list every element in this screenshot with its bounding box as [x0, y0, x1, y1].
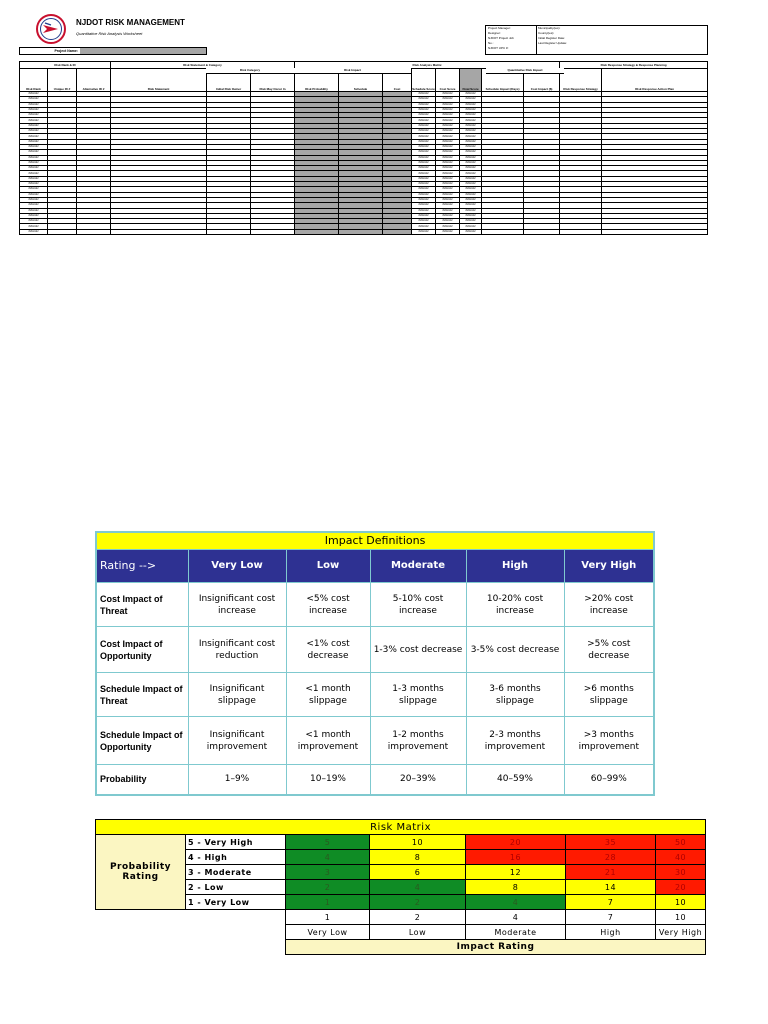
matrix-cell: 2	[370, 895, 466, 910]
table-cell[interactable]: #VALUE!	[412, 107, 436, 112]
impact-cell: 1–9%	[188, 765, 286, 795]
table-cell[interactable]: #VALUE!	[20, 203, 48, 208]
table-cell[interactable]: #VALUE!	[460, 213, 482, 218]
risk-matrix	[95, 819, 705, 955]
probability-level-label: 2 - Low	[186, 880, 286, 895]
column-header: Schedule	[339, 69, 383, 92]
column-header: Cost	[383, 69, 412, 92]
table-cell[interactable]: #VALUE!	[412, 97, 436, 102]
project-name-row	[19, 47, 207, 55]
table-cell[interactable]: #VALUE!	[20, 139, 48, 144]
impact-row	[96, 627, 654, 673]
probability-level-label: 3 - Moderate	[186, 865, 286, 880]
table-cell[interactable]: #VALUE!	[20, 187, 48, 192]
table-cell[interactable]: #VALUE!	[20, 160, 48, 165]
table-cell[interactable]: #VALUE!	[460, 134, 482, 139]
table-cell[interactable]: #VALUE!	[460, 192, 482, 197]
table-cell[interactable]: #VALUE!	[436, 229, 460, 234]
column-header: Cost Impact ($)	[524, 69, 560, 92]
table-cell[interactable]: #VALUE!	[436, 208, 460, 213]
impact-cell: >20% cost increase	[564, 583, 654, 627]
matrix-cell: 5	[286, 835, 370, 850]
table-cell[interactable]: #VALUE!	[460, 229, 482, 234]
org-title: NJDOT RISK MANAGEMENT	[76, 18, 185, 27]
table-cell[interactable]: #VALUE!	[20, 129, 48, 134]
risk-worksheet	[19, 61, 707, 235]
table-cell[interactable]: #VALUE!	[460, 113, 482, 118]
table-cell[interactable]: #VALUE!	[460, 224, 482, 229]
impact-cell: Insignificant improvement	[188, 717, 286, 765]
table-cell[interactable]: #VALUE!	[436, 118, 460, 123]
table-cell[interactable]	[383, 229, 412, 234]
matrix-cell: 30	[656, 865, 706, 880]
table-cell[interactable]: #VALUE!	[412, 102, 436, 107]
matrix-cell: 14	[566, 880, 656, 895]
table-cell[interactable]	[207, 229, 251, 234]
impact-cell: Insignificant cost reduction	[188, 627, 286, 673]
impact-name: Very Low	[286, 925, 370, 940]
impact-cell: >3 months improvement	[564, 717, 654, 765]
table-cell[interactable]: #VALUE!	[436, 134, 460, 139]
column-header: Risk Response Strategy	[560, 69, 602, 92]
table-cell[interactable]: #VALUE!	[20, 176, 48, 181]
probability-rating-label: Probability Rating	[96, 835, 186, 910]
risk-category-label: Risk Category	[206, 68, 294, 74]
group-risk-analysis: Risk Analysis Matrix	[295, 62, 560, 69]
worksheet-subtitle: Quantitative Risk Analysis Worksheet	[76, 31, 143, 36]
table-cell[interactable]	[251, 229, 295, 234]
column-header: Risk Probability	[295, 69, 339, 92]
info-right-labels	[538, 26, 567, 46]
table-cell[interactable]: #VALUE!	[460, 129, 482, 134]
info-label: NJDOT Project Job	[488, 36, 514, 40]
info-label: Municipality(ies):	[538, 26, 561, 30]
table-cell[interactable]: #VALUE!	[436, 102, 460, 107]
impact-number: 10	[656, 910, 706, 925]
impact-cell: 1-3% cost decrease	[370, 627, 466, 673]
matrix-cell: 35	[566, 835, 656, 850]
table-cell[interactable]: #VALUE!	[20, 219, 48, 224]
probability-level-label: 5 - Very High	[186, 835, 286, 850]
table-cell[interactable]: #VALUE!	[412, 139, 436, 144]
table-cell[interactable]: #VALUE!	[20, 107, 48, 112]
table-cell[interactable]	[482, 229, 524, 234]
impact-number: 2	[370, 910, 466, 925]
impact-cell: Insignificant cost increase	[188, 583, 286, 627]
table-cell[interactable]: #VALUE!	[436, 160, 460, 165]
matrix-cell: 1	[286, 895, 370, 910]
table-cell[interactable]: #VALUE!	[20, 113, 48, 118]
table-cell[interactable]: #VALUE!	[460, 203, 482, 208]
info-label: Designer:	[488, 31, 501, 35]
table-cell[interactable]: #VALUE!	[412, 144, 436, 149]
matrix-cell: 6	[370, 865, 466, 880]
info-label: Initial Register Date:	[538, 36, 566, 40]
matrix-cell: 40	[656, 850, 706, 865]
table-cell[interactable]: #VALUE!	[412, 150, 436, 155]
matrix-cell: 21	[566, 865, 656, 880]
table-cell[interactable]: #VALUE!	[20, 213, 48, 218]
impact-number: 4	[466, 910, 566, 925]
table-cell[interactable]: #VALUE!	[412, 187, 436, 192]
table-cell[interactable]: #VALUE!	[20, 118, 48, 123]
table-cell[interactable]: #VALUE!	[436, 187, 460, 192]
table-cell[interactable]	[524, 229, 560, 234]
matrix-row	[96, 850, 706, 865]
impact-cell: 1-2 months improvement	[370, 717, 466, 765]
table-cell[interactable]: #VALUE!	[436, 219, 460, 224]
table-cell[interactable]: #VALUE!	[412, 113, 436, 118]
project-info-box	[485, 25, 708, 55]
table-cell[interactable]	[560, 229, 602, 234]
impact-row-label: Schedule Impact of Opportunity	[96, 717, 188, 765]
impact-cell: 3-6 months slippage	[466, 673, 564, 717]
table-cell[interactable]: #VALUE!	[436, 113, 460, 118]
table-cell[interactable]: #VALUE!	[412, 92, 436, 97]
table-cell[interactable]: #VALUE!	[20, 155, 48, 160]
impact-level-header: Very Low	[188, 550, 286, 583]
matrix-cell: 12	[466, 865, 566, 880]
matrix-cell: 10	[370, 835, 466, 850]
table-cell[interactable]: #VALUE!	[460, 150, 482, 155]
table-cell[interactable]: #VALUE!	[20, 197, 48, 202]
table-cell[interactable]: #VALUE!	[460, 171, 482, 176]
table-cell[interactable]: #VALUE!	[460, 97, 482, 102]
column-header: Risk Response Action Plan	[602, 69, 708, 92]
probability-level-label: 1 - Very Low	[186, 895, 286, 910]
table-cell[interactable]: #VALUE!	[460, 102, 482, 107]
impact-rating-row	[96, 940, 706, 955]
group-risk-response: Risk Response Strategy & Response Planning	[560, 62, 708, 69]
table-cell[interactable]: #VALUE!	[436, 144, 460, 149]
table-cell[interactable]: #VALUE!	[460, 118, 482, 123]
matrix-cell: 8	[466, 880, 566, 895]
table-cell[interactable]: #VALUE!	[460, 92, 482, 97]
table-cell[interactable]: #VALUE!	[412, 182, 436, 187]
impact-cell: 10–19%	[286, 765, 370, 795]
table-cell[interactable]: #VALUE!	[20, 229, 48, 234]
matrix-cell: 3	[286, 865, 370, 880]
impact-rating-label: Impact Rating	[286, 940, 706, 955]
table-cell[interactable]: #VALUE!	[460, 155, 482, 160]
table-cell[interactable]: #VALUE!	[460, 182, 482, 187]
column-header: Alternative ID #	[77, 69, 111, 92]
probability-level-label: 4 - High	[186, 850, 286, 865]
rating-label: Rating -->	[96, 550, 188, 583]
table-cell[interactable]	[111, 229, 207, 234]
table-cell[interactable]: #VALUE!	[412, 192, 436, 197]
matrix-row	[96, 865, 706, 880]
matrix-cell: 16	[466, 850, 566, 865]
impact-cell: 2-3 months improvement	[466, 717, 564, 765]
table-cell[interactable]: #VALUE!	[436, 213, 460, 218]
table-cell[interactable]: #VALUE!	[412, 208, 436, 213]
table-cell[interactable]: #VALUE!	[460, 139, 482, 144]
project-name-label: Project Name:	[54, 49, 78, 53]
table-cell[interactable]: #VALUE!	[412, 134, 436, 139]
table-cell[interactable]: #VALUE!	[436, 155, 460, 160]
table-cell[interactable]: #VALUE!	[412, 155, 436, 160]
impact-cell: 40–59%	[466, 765, 564, 795]
table-cell[interactable]: #VALUE!	[436, 166, 460, 171]
group-risk-statement: Risk Statement & Category	[111, 62, 295, 69]
impact-definitions	[95, 531, 653, 796]
table-cell[interactable]: #VALUE!	[20, 134, 48, 139]
risk-impact-label: Risk Impact	[294, 68, 411, 74]
group-risk-rank: Risk Rank & ID	[20, 62, 111, 69]
column-header: Schedule Impact (Days)	[482, 69, 524, 92]
impact-name: Very High	[656, 925, 706, 940]
impact-row	[96, 583, 654, 627]
table-cell[interactable]: #VALUE!	[20, 182, 48, 187]
table-cell[interactable]	[602, 229, 708, 234]
table-cell[interactable]: #VALUE!	[460, 123, 482, 128]
impact-name: Moderate	[466, 925, 566, 940]
table-cell[interactable]: #VALUE!	[436, 197, 460, 202]
column-header: Schedule Score	[412, 69, 436, 92]
column-header: Risk Statement	[111, 69, 207, 92]
table-cell[interactable]: #VALUE!	[460, 160, 482, 165]
table-cell[interactable]: #VALUE!	[412, 171, 436, 176]
impact-row	[96, 717, 654, 765]
table-cell[interactable]	[339, 229, 383, 234]
matrix-cell: 7	[566, 895, 656, 910]
table-cell[interactable]: #VALUE!	[460, 144, 482, 149]
table-cell[interactable]: #VALUE!	[20, 192, 48, 197]
impact-row-label: Schedule Impact of Threat	[96, 673, 188, 717]
impact-level-header: Moderate	[370, 550, 466, 583]
info-label: No.:	[488, 41, 494, 45]
impact-number: 1	[286, 910, 370, 925]
table-cell[interactable]: #VALUE!	[20, 97, 48, 102]
table-row	[20, 229, 708, 234]
impact-row-label: Cost Impact of Opportunity	[96, 627, 188, 673]
impact-cell: 20–39%	[370, 765, 466, 795]
impact-cell: >5% cost decrease	[564, 627, 654, 673]
column-header: Risk May Occur In	[251, 69, 295, 92]
matrix-cell: 4	[286, 850, 370, 865]
impact-cell: 10-20% cost increase	[466, 583, 564, 627]
table-cell[interactable]: #VALUE!	[20, 150, 48, 155]
table-cell[interactable]: #VALUE!	[436, 171, 460, 176]
impact-level-header: Very High	[564, 550, 654, 583]
info-label: Project Manager:	[488, 26, 511, 30]
impact-name: Low	[370, 925, 466, 940]
table-cell[interactable]: #VALUE!	[436, 107, 460, 112]
column-header: Unique ID #	[48, 69, 77, 92]
table-cell[interactable]: #VALUE!	[412, 203, 436, 208]
table-cell[interactable]: #VALUE!	[20, 102, 48, 107]
table-cell[interactable]: #VALUE!	[412, 197, 436, 202]
impact-cell: <1 month improvement	[286, 717, 370, 765]
impact-row	[96, 673, 654, 717]
impact-cell: <1 month slippage	[286, 673, 370, 717]
impact-cell: 3-5% cost decrease	[466, 627, 564, 673]
impact-cell: <5% cost increase	[286, 583, 370, 627]
table-cell[interactable]: #VALUE!	[412, 166, 436, 171]
table-cell[interactable]: #VALUE!	[436, 192, 460, 197]
impact-number-row	[96, 910, 706, 925]
matrix-cell: 10	[656, 895, 706, 910]
table-cell[interactable]: #VALUE!	[20, 166, 48, 171]
table-cell[interactable]: #VALUE!	[20, 144, 48, 149]
table-cell[interactable]: #VALUE!	[436, 203, 460, 208]
table-cell[interactable]: #VALUE!	[436, 182, 460, 187]
impact-number: 7	[566, 910, 656, 925]
info-left-labels	[488, 26, 514, 51]
matrix-cell: 2	[286, 880, 370, 895]
table-cell[interactable]: #VALUE!	[460, 166, 482, 171]
table-cell[interactable]	[77, 229, 111, 234]
project-name-field[interactable]	[80, 48, 206, 54]
table-cell[interactable]: #VALUE!	[460, 208, 482, 213]
table-cell[interactable]: #VALUE!	[436, 129, 460, 134]
table-cell[interactable]: #VALUE!	[436, 176, 460, 181]
matrix-cell: 4	[370, 880, 466, 895]
column-header: Initial Risk Owner	[207, 69, 251, 92]
table-cell[interactable]: #VALUE!	[436, 150, 460, 155]
impact-cell: 5-10% cost increase	[370, 583, 466, 627]
impact-name-row	[96, 925, 706, 940]
impact-row	[96, 765, 654, 795]
table-cell[interactable]: #VALUE!	[412, 213, 436, 218]
njdot-logo-icon	[36, 14, 66, 44]
matrix-row	[96, 835, 706, 850]
table-cell[interactable]: #VALUE!	[412, 176, 436, 181]
table-cell[interactable]: #VALUE!	[412, 224, 436, 229]
impact-definitions-title: Impact Definitions	[96, 532, 654, 550]
impact-level-header: High	[466, 550, 564, 583]
table-cell[interactable]: #VALUE!	[20, 208, 48, 213]
impact-row-label: Cost Impact of Threat	[96, 583, 188, 627]
table-cell[interactable]: #VALUE!	[412, 123, 436, 128]
table-cell[interactable]	[295, 229, 339, 234]
matrix-row	[96, 895, 706, 910]
impact-cell: <1% cost decrease	[286, 627, 370, 673]
table-cell[interactable]: #VALUE!	[436, 97, 460, 102]
table-cell[interactable]: #VALUE!	[412, 160, 436, 165]
table-cell[interactable]: #VALUE!	[460, 107, 482, 112]
matrix-cell: 4	[466, 895, 566, 910]
info-label: County(ies):	[538, 31, 555, 35]
impact-cell: 1-3 months slippage	[370, 673, 466, 717]
table-cell[interactable]: #VALUE!	[460, 176, 482, 181]
matrix-cell: 50	[656, 835, 706, 850]
matrix-cell: 8	[370, 850, 466, 865]
impact-cell: Insignificant slippage	[188, 673, 286, 717]
table-cell[interactable]: #VALUE!	[436, 224, 460, 229]
table-cell[interactable]: #VALUE!	[460, 197, 482, 202]
impact-level-header: Low	[286, 550, 370, 583]
table-cell[interactable]: #VALUE!	[412, 219, 436, 224]
matrix-cell: 28	[566, 850, 656, 865]
table-cell[interactable]: #VALUE!	[436, 139, 460, 144]
table-cell[interactable]: #VALUE!	[460, 187, 482, 192]
table-cell[interactable]: #VALUE!	[20, 224, 48, 229]
table-cell[interactable]: #VALUE!	[460, 219, 482, 224]
matrix-cell: 20	[466, 835, 566, 850]
impact-name: High	[566, 925, 656, 940]
column-header: Risk Rank	[20, 69, 48, 92]
info-label: Last Register Update:	[538, 41, 568, 45]
table-cell[interactable]: #VALUE!	[20, 123, 48, 128]
table-cell[interactable]	[48, 229, 77, 234]
table-cell[interactable]: #VALUE!	[20, 92, 48, 97]
table-cell[interactable]: #VALUE!	[412, 229, 436, 234]
matrix-row	[96, 880, 706, 895]
matrix-cell: 20	[656, 880, 706, 895]
impact-row-label: Probability	[96, 765, 188, 795]
info-label: NJDOT UPC #:	[488, 46, 509, 50]
impact-cell: >6 months slippage	[564, 673, 654, 717]
impact-cell: 60–99%	[564, 765, 654, 795]
table-cell[interactable]: #VALUE!	[436, 92, 460, 97]
table-cell[interactable]: #VALUE!	[20, 171, 48, 176]
table-cell[interactable]: #VALUE!	[412, 118, 436, 123]
table-cell[interactable]: #VALUE!	[436, 123, 460, 128]
quant-impact-label: Quantitative Risk Impact	[486, 68, 564, 74]
risk-matrix-title: Risk Matrix	[96, 820, 706, 835]
column-header: Cost Score	[436, 69, 460, 92]
table-cell[interactable]: #VALUE!	[412, 129, 436, 134]
column-header: Final Score	[460, 69, 482, 92]
